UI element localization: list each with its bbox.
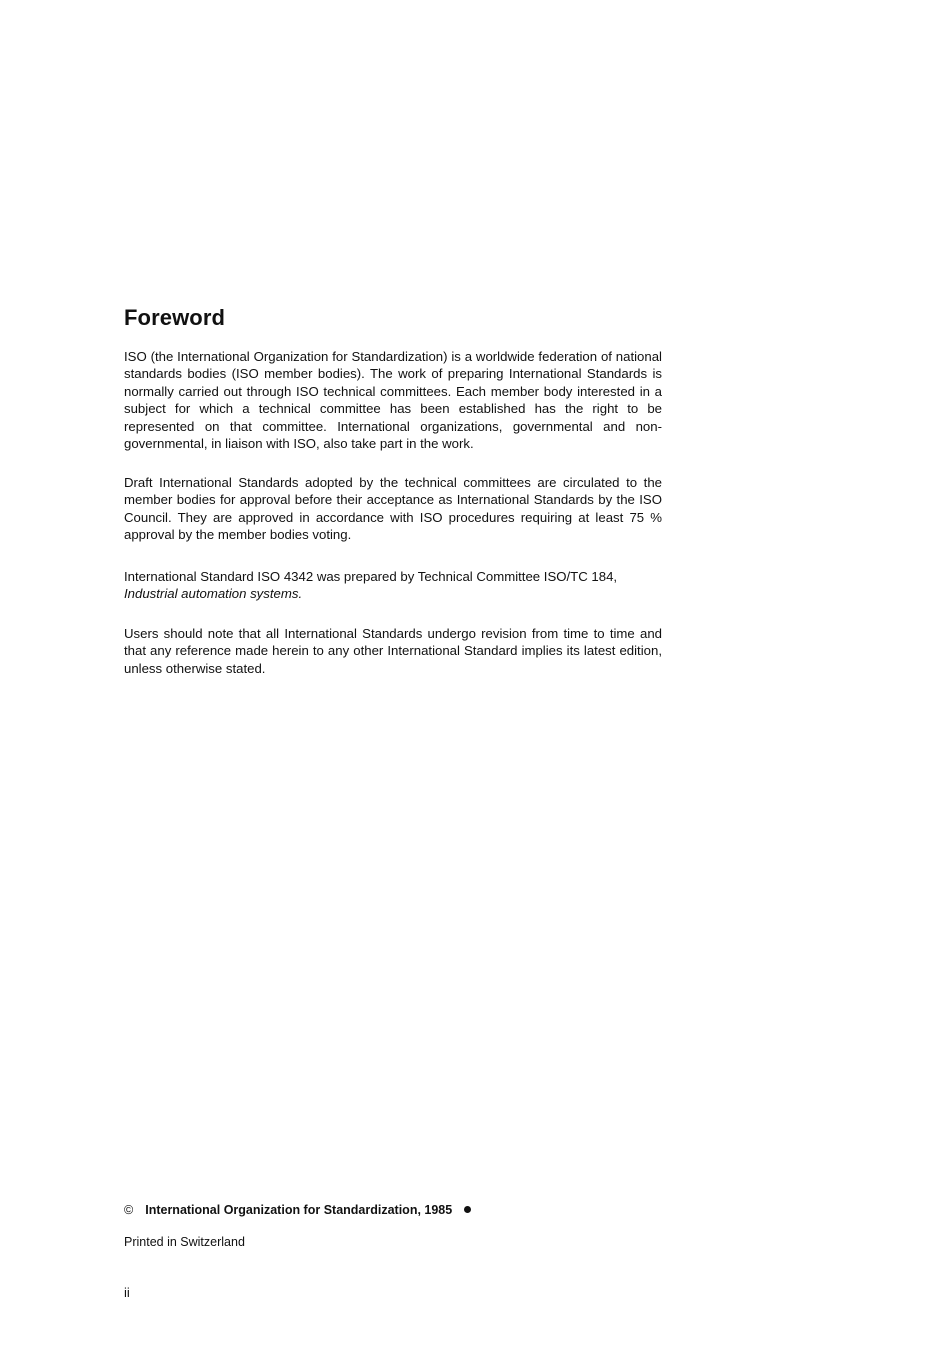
foreword-paragraph-revision-note: Users should note that all International Standards undergo revision from time to time and that any reference made herein to any other International Standard implies its latest edition, unless otherwise stated. xyxy=(124,626,662,676)
page-title: Foreword xyxy=(124,305,226,330)
printed-location: Printed in Switzerland xyxy=(124,1235,245,1249)
copyright-line xyxy=(124,1203,471,1217)
page-number: ii xyxy=(124,1285,130,1300)
copyright-symbol: © xyxy=(124,1203,134,1217)
copyright-text: International Organization for Standardization, 1985 xyxy=(145,1203,453,1217)
standard-preparation-text: International Standard ISO 4342 was prepared by Technical Committee ISO/TC 184, xyxy=(124,569,618,584)
foreword-paragraph-iso-federation: ISO (the International Organization for Standardization) is a worldwide federation of national standards bodies (ISO member bodies). The work of preparing International Standards is normally carried out through ISO technical committees. Each member body interested in a subject for which a technical committee has been established has the right to be represented on that committee. International organizations, governmental and non-governmental, in liaison with ISO, also take part in the work. xyxy=(124,349,662,452)
committee-title: Industrial automation systems. xyxy=(124,586,303,602)
foreword-paragraph-standard-prepared xyxy=(124,568,662,603)
bullet-dot-icon xyxy=(464,1206,471,1213)
foreword-paragraph-draft-standards: Draft International Standards adopted by the technical committees are circulated to the member bodies for approval before their acceptance as International Standards by the ISO Council. They are approved in accordance with ISO procedures requiring at least 75 % approval by the member bodies voting. xyxy=(124,475,662,543)
